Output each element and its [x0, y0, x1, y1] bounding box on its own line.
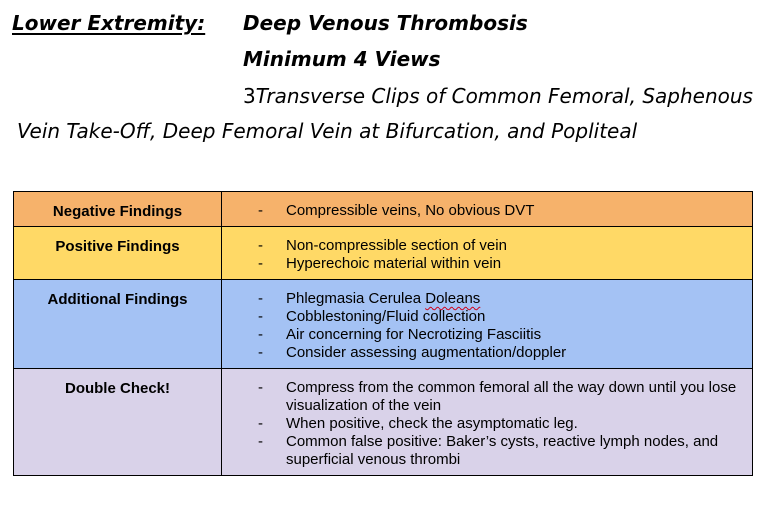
- row-double-check: [14, 369, 753, 476]
- header-title: Deep Venous Thrombosis: [243, 11, 528, 35]
- finding-text: Phlegmasia Cerulea: [286, 290, 426, 307]
- finding-text: Hyperechoic material within vein: [286, 255, 502, 272]
- list-item: [222, 290, 744, 308]
- header-section-label: Lower Extremity:: [12, 11, 206, 35]
- list-item: [222, 308, 744, 326]
- list-item: [222, 237, 744, 255]
- finding-text: Compress from the common femoral all the way down until you lose visualization of the vein: [286, 379, 737, 414]
- category-cell: Negative Findings: [14, 192, 222, 227]
- items-cell: [222, 280, 753, 369]
- items-cell: [222, 192, 753, 227]
- finding-text: Consider assessing augmentation/doppler: [286, 344, 567, 361]
- finding-list: [222, 237, 744, 273]
- items-cell: [222, 227, 753, 280]
- findings-table: [13, 191, 753, 476]
- finding-text: Non-compressible section of vein: [286, 237, 507, 254]
- finding-list: [222, 290, 744, 362]
- finding-list: [222, 379, 744, 469]
- list-item: [222, 344, 744, 362]
- finding-text: Cobblestoning/Fluid collection: [286, 308, 486, 325]
- list-item: [222, 433, 744, 469]
- list-item: [222, 379, 744, 415]
- category-cell: Double Check!: [14, 369, 222, 476]
- category-cell: Positive Findings: [14, 227, 222, 280]
- list-item: [222, 255, 744, 273]
- finding-list: [222, 202, 744, 220]
- bullet-dash: -: [258, 415, 263, 432]
- bullet-dash: -: [258, 433, 263, 450]
- header-clips-line2: Vein Take-Off, Deep Femoral Vein at Bifurcation, and Popliteal: [17, 119, 638, 143]
- finding-text: Compressible veins, No obvious DVT: [286, 202, 535, 219]
- bullet-dash: -: [258, 308, 263, 325]
- bullet-dash: -: [258, 290, 263, 307]
- clips-line1-text: Transverse Clips of Common Femoral, Saphenous: [255, 84, 753, 108]
- list-item: [222, 326, 744, 344]
- list-item: [222, 202, 744, 220]
- header-subtitle: Minimum 4 Views: [243, 47, 441, 71]
- clips-number: 3: [243, 84, 256, 108]
- finding-text: When positive, check the asymptomatic leg.: [286, 415, 578, 432]
- bullet-dash: -: [258, 255, 263, 272]
- spellcheck-marked-word: Doleans: [425, 290, 481, 307]
- bullet-dash: -: [258, 344, 263, 361]
- bullet-dash: -: [258, 237, 263, 254]
- bullet-dash: -: [258, 379, 263, 396]
- header-clips-line1: [243, 84, 753, 108]
- list-item: [222, 415, 744, 433]
- row-positive-findings: [14, 227, 753, 280]
- finding-text: Common false positive: Baker’s cysts, reactive lymph nodes, and superficial venous thrombi: [286, 433, 719, 468]
- category-cell: Additional Findings: [14, 280, 222, 369]
- row-negative-findings: [14, 192, 753, 227]
- bullet-dash: -: [258, 202, 263, 219]
- finding-text: Air concerning for Necrotizing Fasciitis: [286, 326, 542, 343]
- items-cell: [222, 369, 753, 476]
- bullet-dash: -: [258, 326, 263, 343]
- row-additional-findings: [14, 280, 753, 369]
